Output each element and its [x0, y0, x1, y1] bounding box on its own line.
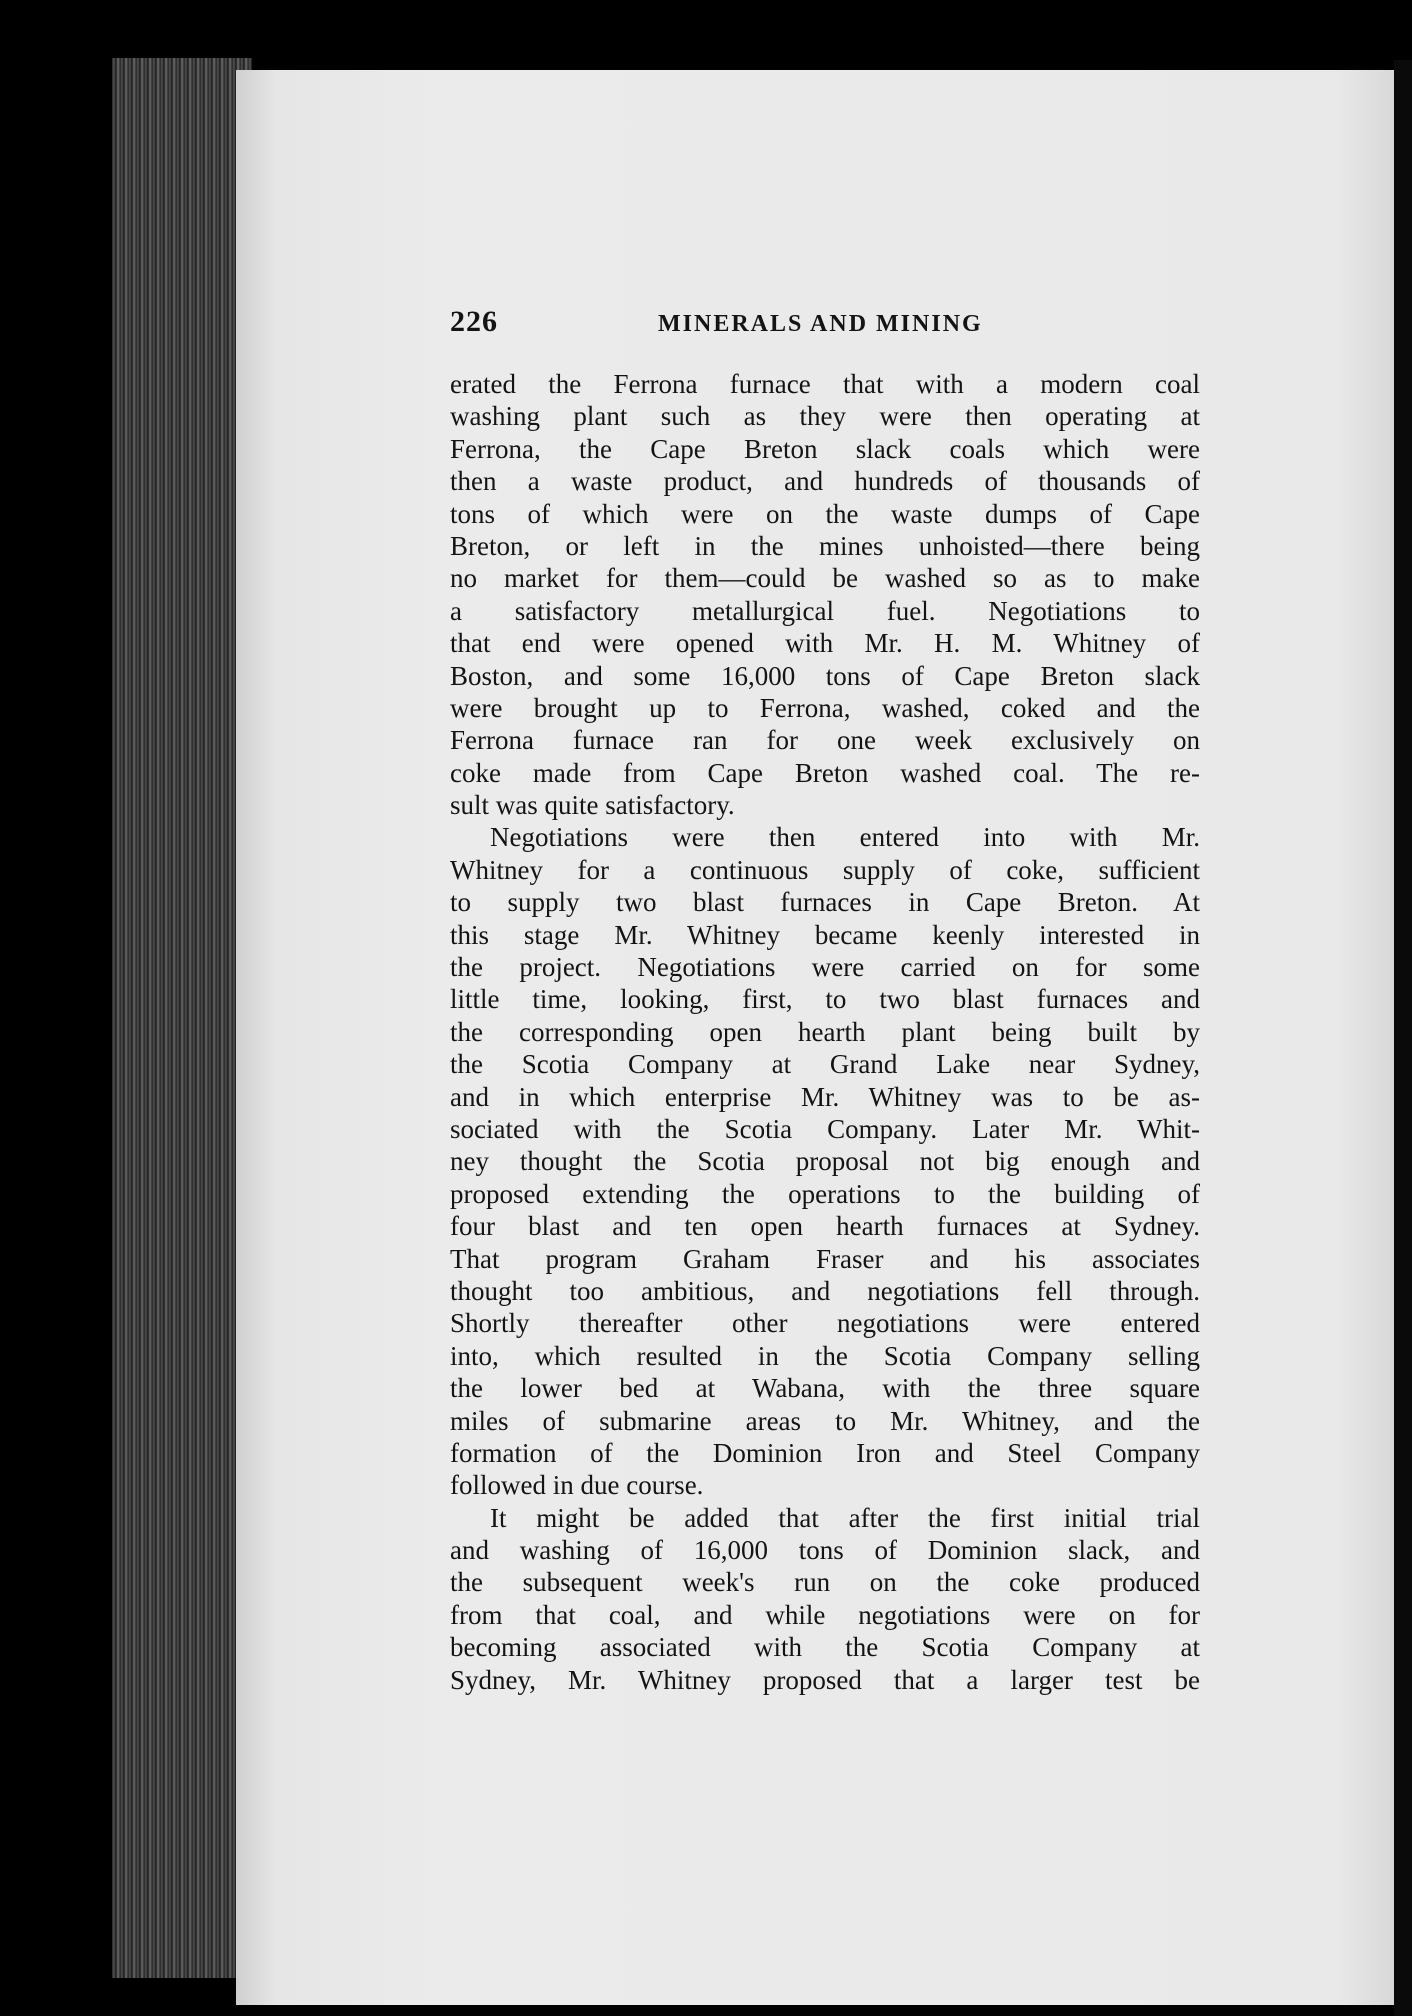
text-line: Sydney, Mr. Whitney proposed that a larger test be	[450, 1664, 1200, 1695]
text-line: the subsequent week's run on the coke produced	[450, 1567, 1200, 1598]
text-line: Negotiations were then entered into with Mr.	[490, 822, 1200, 853]
body-text	[450, 368, 1200, 1696]
page-number: 226	[450, 305, 498, 338]
text-line: Whitney for a continuous supply of coke, sufficient	[450, 854, 1200, 885]
text-line: miles of submarine areas to Mr. Whitney, and the	[450, 1405, 1200, 1436]
text-line: Shortly thereafter other negotiations were entered	[450, 1308, 1200, 1339]
book-page-edges	[112, 58, 252, 1978]
text-line: no market for them—could be washed so as to make	[450, 563, 1200, 594]
text-line: sociated with the Scotia Company. Later Mr. Whit-	[450, 1113, 1200, 1144]
text-line: Ferrona furnace ran for one week exclusively on	[450, 725, 1200, 756]
text-line: the corresponding open hearth plant being built by	[450, 1016, 1200, 1047]
text-line: coke made from Cape Breton washed coal. The re-	[450, 757, 1200, 788]
text-line: little time, looking, first, to two blast furnaces and	[450, 984, 1200, 1015]
text-line: that end were opened with Mr. H. M. Whitney of	[450, 628, 1200, 659]
page-header	[450, 305, 1210, 345]
text-line: Breton, or left in the mines unhoisted—there being	[450, 530, 1200, 561]
text-line: erated the Ferrona furnace that with a modern coal	[450, 369, 1200, 399]
text-line: from that coal, and while negotiations were on for	[450, 1599, 1200, 1630]
text-line: formation of the Dominion Iron and Steel Company	[450, 1437, 1200, 1468]
text-line: four blast and ten open hearth furnaces at Sydney.	[450, 1211, 1200, 1242]
text-line: the lower bed at Wabana, with the three square	[450, 1373, 1200, 1404]
text-line: washing plant such as they were then operating at	[450, 401, 1200, 432]
running-head: MINERALS AND MINING	[658, 311, 983, 337]
text-line: a satisfactory metallurgical fuel. Negotiations to	[450, 595, 1200, 626]
text-line: the Scotia Company at Grand Lake near Sydney,	[450, 1049, 1200, 1080]
text-line: followed in due course.	[450, 1470, 704, 1501]
text-line: sult was quite satisfactory.	[450, 790, 735, 821]
text-line: Boston, and some 16,000 tons of Cape Breton slack	[450, 660, 1200, 691]
text-line: were brought up to Ferrona, washed, coked and the	[450, 692, 1200, 723]
text-line: and washing of 16,000 tons of Dominion slack, and	[450, 1535, 1200, 1566]
text-line: Ferrona, the Cape Breton slack coals which were	[450, 433, 1200, 464]
text-line: the project. Negotiations were carried on for some	[450, 952, 1200, 983]
text-line: ney thought the Scotia proposal not big enough and	[450, 1146, 1200, 1177]
text-line: this stage Mr. Whitney became keenly interested in	[450, 919, 1200, 950]
scan-border	[1394, 60, 1412, 2016]
text-line: thought too ambitious, and negotiations fell through.	[450, 1275, 1200, 1306]
text-line: then a waste product, and hundreds of thousands of	[450, 466, 1200, 497]
text-line: becoming associated with the Scotia Company at	[450, 1632, 1200, 1663]
text-line: It might be added that after the first initial trial	[490, 1502, 1200, 1533]
text-line: into, which resulted in the Scotia Company selling	[450, 1340, 1200, 1371]
text-line: proposed extending the operations to the building of	[450, 1178, 1200, 1209]
text-line: That program Graham Fraser and his associates	[450, 1243, 1200, 1274]
text-line: and in which enterprise Mr. Whitney was to be as-	[450, 1081, 1200, 1112]
text-line: to supply two blast furnaces in Cape Breton. At	[450, 887, 1200, 918]
text-line: tons of which were on the waste dumps of Cape	[450, 498, 1200, 529]
